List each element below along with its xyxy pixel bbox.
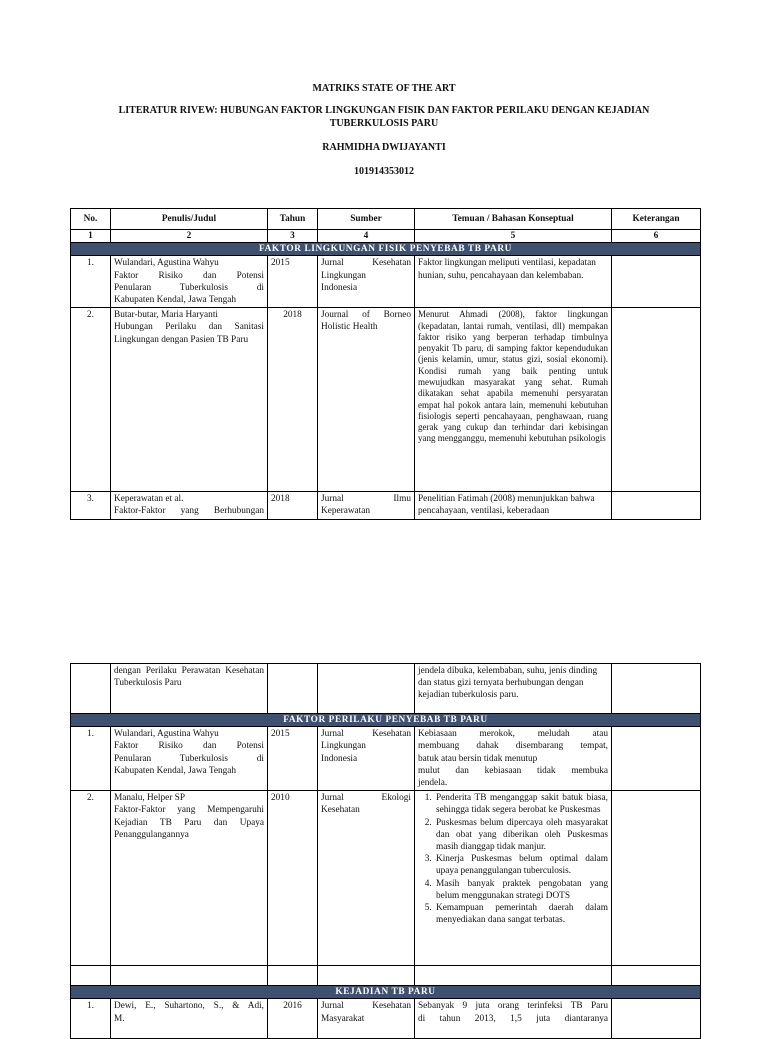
table-row bbox=[71, 492, 701, 519]
source-line: Lingkungan bbox=[321, 270, 366, 281]
source-line: Holistic Health bbox=[321, 322, 378, 333]
author-title-cell bbox=[111, 999, 268, 1039]
author-line: M. bbox=[114, 1013, 125, 1024]
finding-cell bbox=[415, 999, 612, 1039]
row-number: 2. bbox=[71, 791, 111, 966]
author-title-cell bbox=[111, 791, 268, 966]
list-item: 5. Kemampuan pemerintah daerah dalam menyediakan dana sangat terbatas. bbox=[434, 902, 608, 926]
author: Manalu, Helper SP bbox=[114, 793, 186, 804]
column-number: 2 bbox=[111, 230, 268, 243]
title: Hubungan Perilaku dan Sanitasi Lingkungan dengan Pasien TB Paru bbox=[114, 322, 264, 345]
note-cell bbox=[612, 492, 701, 519]
source-line: Keperawatan bbox=[321, 506, 371, 517]
literature-matrix-table-page2 bbox=[70, 663, 701, 1039]
section-header-row bbox=[71, 986, 701, 999]
year-cell bbox=[268, 664, 318, 714]
note-cell bbox=[612, 791, 701, 966]
table-row bbox=[71, 999, 701, 1039]
finding-line: di tahun 2013, 1,5 juta diantaranya bbox=[418, 1013, 608, 1024]
row-number bbox=[71, 664, 111, 714]
row-number: 3. bbox=[71, 492, 111, 519]
year-cell: 2018 bbox=[268, 308, 318, 492]
source-cell bbox=[318, 727, 415, 791]
table-row bbox=[71, 727, 701, 791]
header-author-title: Penulis/Judul bbox=[111, 209, 268, 230]
column-header-row bbox=[71, 209, 701, 230]
row-number: 1. bbox=[71, 256, 111, 308]
literature-matrix-table-page1 bbox=[70, 208, 701, 520]
year-cell: 2015 bbox=[268, 256, 318, 308]
author: Butar-butar, Maria Haryanti bbox=[114, 310, 218, 321]
note-cell bbox=[612, 999, 701, 1039]
finding-cell: Menurut Ahmadi (2008), faktor lingkungan (kepadatan, lantai rumah, ventilasi, dll) mempakan faktor risiko yang berperan terhadap timbulnya penyakit Tb paru, di samping faktor kependudukan (jenis kelamin, umur, status gizi, sosial ekonomi). Kondisi rumah yang baik penting untuk mewujudkan masyarakat yang sehat. Rumah dikatakan sehat apabila memenuhi persyaratan empat hal pokok antara lain, memenuhi kebutuhan fisiologis seperti pencahayaan, penghawaan, ruang gerak yang cukup dan terhindar dari kebisingan yang mengganggu, memenuhi kebutuhan psikologis bbox=[415, 308, 612, 492]
author-name: RAHMIDHA DWIJAYANTI bbox=[322, 142, 446, 153]
author-title-cell bbox=[111, 256, 268, 308]
document-title: MATRIKS STATE OF THE ART bbox=[312, 83, 456, 94]
note-cell bbox=[612, 256, 701, 308]
section-header-row bbox=[71, 243, 701, 256]
list-item: 2. Puskesmas belum dipercaya oleh masyarakat dan obat yang diberikan oleh Puskesmas masih dianggap tidak manjur. bbox=[434, 817, 608, 854]
source-cell bbox=[318, 492, 415, 519]
row-number: 2. bbox=[71, 308, 111, 492]
source-line: Jurnal Kesehatan bbox=[321, 258, 411, 269]
source-line: Journal of Borneo bbox=[321, 310, 411, 321]
header-year: Tahun bbox=[268, 209, 318, 230]
header-notes: Keterangan bbox=[612, 209, 701, 230]
author: Keperawatan et al. bbox=[114, 494, 184, 505]
finding-line: batuk atau bersin tidak menutup bbox=[418, 753, 538, 764]
section-title-behavior: FAKTOR PERILAKU PENYEBAB TB PARU bbox=[71, 714, 701, 727]
author-title-cell bbox=[111, 308, 268, 492]
finding-line: membuang dahak disembarang tempat, bbox=[418, 741, 608, 752]
list-item: 1. Penderita TB menganggap sakit batuk biasa, sehingga tidak segera berobat ke Puskesmas bbox=[434, 792, 608, 816]
table-row bbox=[71, 256, 701, 308]
row-number: 1. bbox=[71, 999, 111, 1039]
section-title-incidence: KEJADIAN TB PARU bbox=[71, 986, 701, 999]
title: Faktor-Faktor yang Mempengaruhi Kejadian TB Paru dan Upaya Penanggulangannya bbox=[114, 805, 264, 840]
note-cell bbox=[612, 664, 701, 714]
document-subtitle-line2: TUBERKULOSIS PARU bbox=[329, 118, 439, 129]
table-row bbox=[71, 791, 701, 966]
list-item: 4. Masih banyak praktek pengobatan yang belum menggunakan strategi DOTS bbox=[434, 878, 608, 902]
table-row bbox=[71, 308, 701, 492]
finding-line: mulut dan kebiasaan tidak membuka bbox=[418, 765, 608, 776]
section-header-row bbox=[71, 714, 701, 727]
finding-cell: Faktor lingkungan meliputi ventilasi, kepadatan hunian, suhu, pencahayaan dan kelembaban. bbox=[415, 256, 612, 308]
note-cell bbox=[612, 308, 701, 492]
list-item: 3. Kinerja Puskesmas belum optimal dalam upaya penanggulangan tuberculosis. bbox=[434, 853, 608, 877]
column-number: 5 bbox=[415, 230, 612, 243]
author: Wulandari, Agustina Wahyu bbox=[114, 258, 219, 269]
finding-cell bbox=[415, 727, 612, 791]
findings-list bbox=[418, 792, 608, 926]
header-no: No. bbox=[71, 209, 111, 230]
source-line: Kesehatan bbox=[321, 805, 360, 816]
document-subtitle-line1: LITERATUR RIVEW: HUBUNGAN FAKTOR LINGKUNGAN FISIK DAN FAKTOR PERILAKU DENGAN KEJADIAN bbox=[118, 105, 650, 116]
title-line: Kabupaten Kendal, Jawa Tengah bbox=[114, 765, 237, 776]
column-number: 4 bbox=[318, 230, 415, 243]
header-source: Sumber bbox=[318, 209, 415, 230]
title-line: Penularan Tuberkulosis di bbox=[114, 282, 264, 293]
year-cell: 2016 bbox=[268, 999, 318, 1039]
title-line: Kabupaten Kendal, Jawa Tengah bbox=[114, 295, 237, 306]
note-cell bbox=[612, 727, 701, 791]
student-id: 101914353012 bbox=[354, 166, 414, 177]
finding-cell bbox=[415, 791, 612, 966]
source-line: Indonesia bbox=[321, 753, 358, 764]
source-cell bbox=[318, 664, 415, 714]
source-cell bbox=[318, 791, 415, 966]
year-cell: 2015 bbox=[268, 727, 318, 791]
column-number: 3 bbox=[268, 230, 318, 243]
year-cell: 2018 bbox=[268, 492, 318, 519]
finding-line: Sebanyak 9 juta orang terinfeksi TB Paru bbox=[418, 1001, 608, 1012]
column-number: 1 bbox=[71, 230, 111, 243]
source-line: Jurnal Ekologi bbox=[321, 793, 411, 804]
column-number: 6 bbox=[612, 230, 701, 243]
title: Faktor-Faktor yang Berhubungan bbox=[114, 506, 264, 517]
title-line: Penularan Tuberkulosis di bbox=[114, 753, 264, 764]
author-line: Dewi, E., Suhartono, S., & Adi, bbox=[114, 1001, 264, 1012]
year-cell: 2010 bbox=[268, 791, 318, 966]
author-title-cell bbox=[111, 492, 268, 519]
source-cell bbox=[318, 999, 415, 1039]
author: Wulandari, Agustina Wahyu bbox=[114, 729, 219, 740]
section-title-environment: FAKTOR LINGKUNGAN FISIK PENYEBAB TB PARU bbox=[71, 243, 701, 256]
source-line: Jurnal Kesehatan bbox=[321, 729, 411, 740]
source-line: Jurnal Ilmu bbox=[321, 494, 411, 505]
column-number-row bbox=[71, 230, 701, 243]
source-cell bbox=[318, 256, 415, 308]
title-line: Faktor Risiko dan Potensi bbox=[114, 270, 264, 281]
source-line: Indonesia bbox=[321, 282, 358, 293]
author-title-cell bbox=[111, 727, 268, 791]
title-continued: dengan Perilaku Perawatan Kesehatan Tuberkulosis Paru bbox=[111, 664, 268, 714]
finding-line: Kebiasaan merokok, meludah atau bbox=[418, 729, 608, 740]
finding-cell: Penelitian Fatimah (2008) menunjukkan bahwa pencahayaan, ventilasi, keberadaan bbox=[415, 492, 612, 519]
source-line: Jurnal Kesehatan bbox=[321, 1001, 411, 1012]
source-line: Masyarakat bbox=[321, 1013, 365, 1024]
finding-line: jendela. bbox=[418, 778, 448, 789]
source-cell bbox=[318, 308, 415, 492]
row-number: 1. bbox=[71, 727, 111, 791]
title-line: Faktor Risiko dan Potensi bbox=[114, 741, 264, 752]
finding-continued: jendela dibuka, kelembaban, suhu, jenis dinding dan status gizi ternyata berhubungan dengan kejadian tuberkulosis paru. bbox=[415, 664, 612, 714]
table-row-continuation bbox=[71, 664, 701, 714]
source-line: Lingkungan bbox=[321, 741, 366, 752]
table-row-empty bbox=[71, 966, 701, 986]
header-findings: Temuan / Bahasan Konseptual bbox=[415, 209, 612, 230]
